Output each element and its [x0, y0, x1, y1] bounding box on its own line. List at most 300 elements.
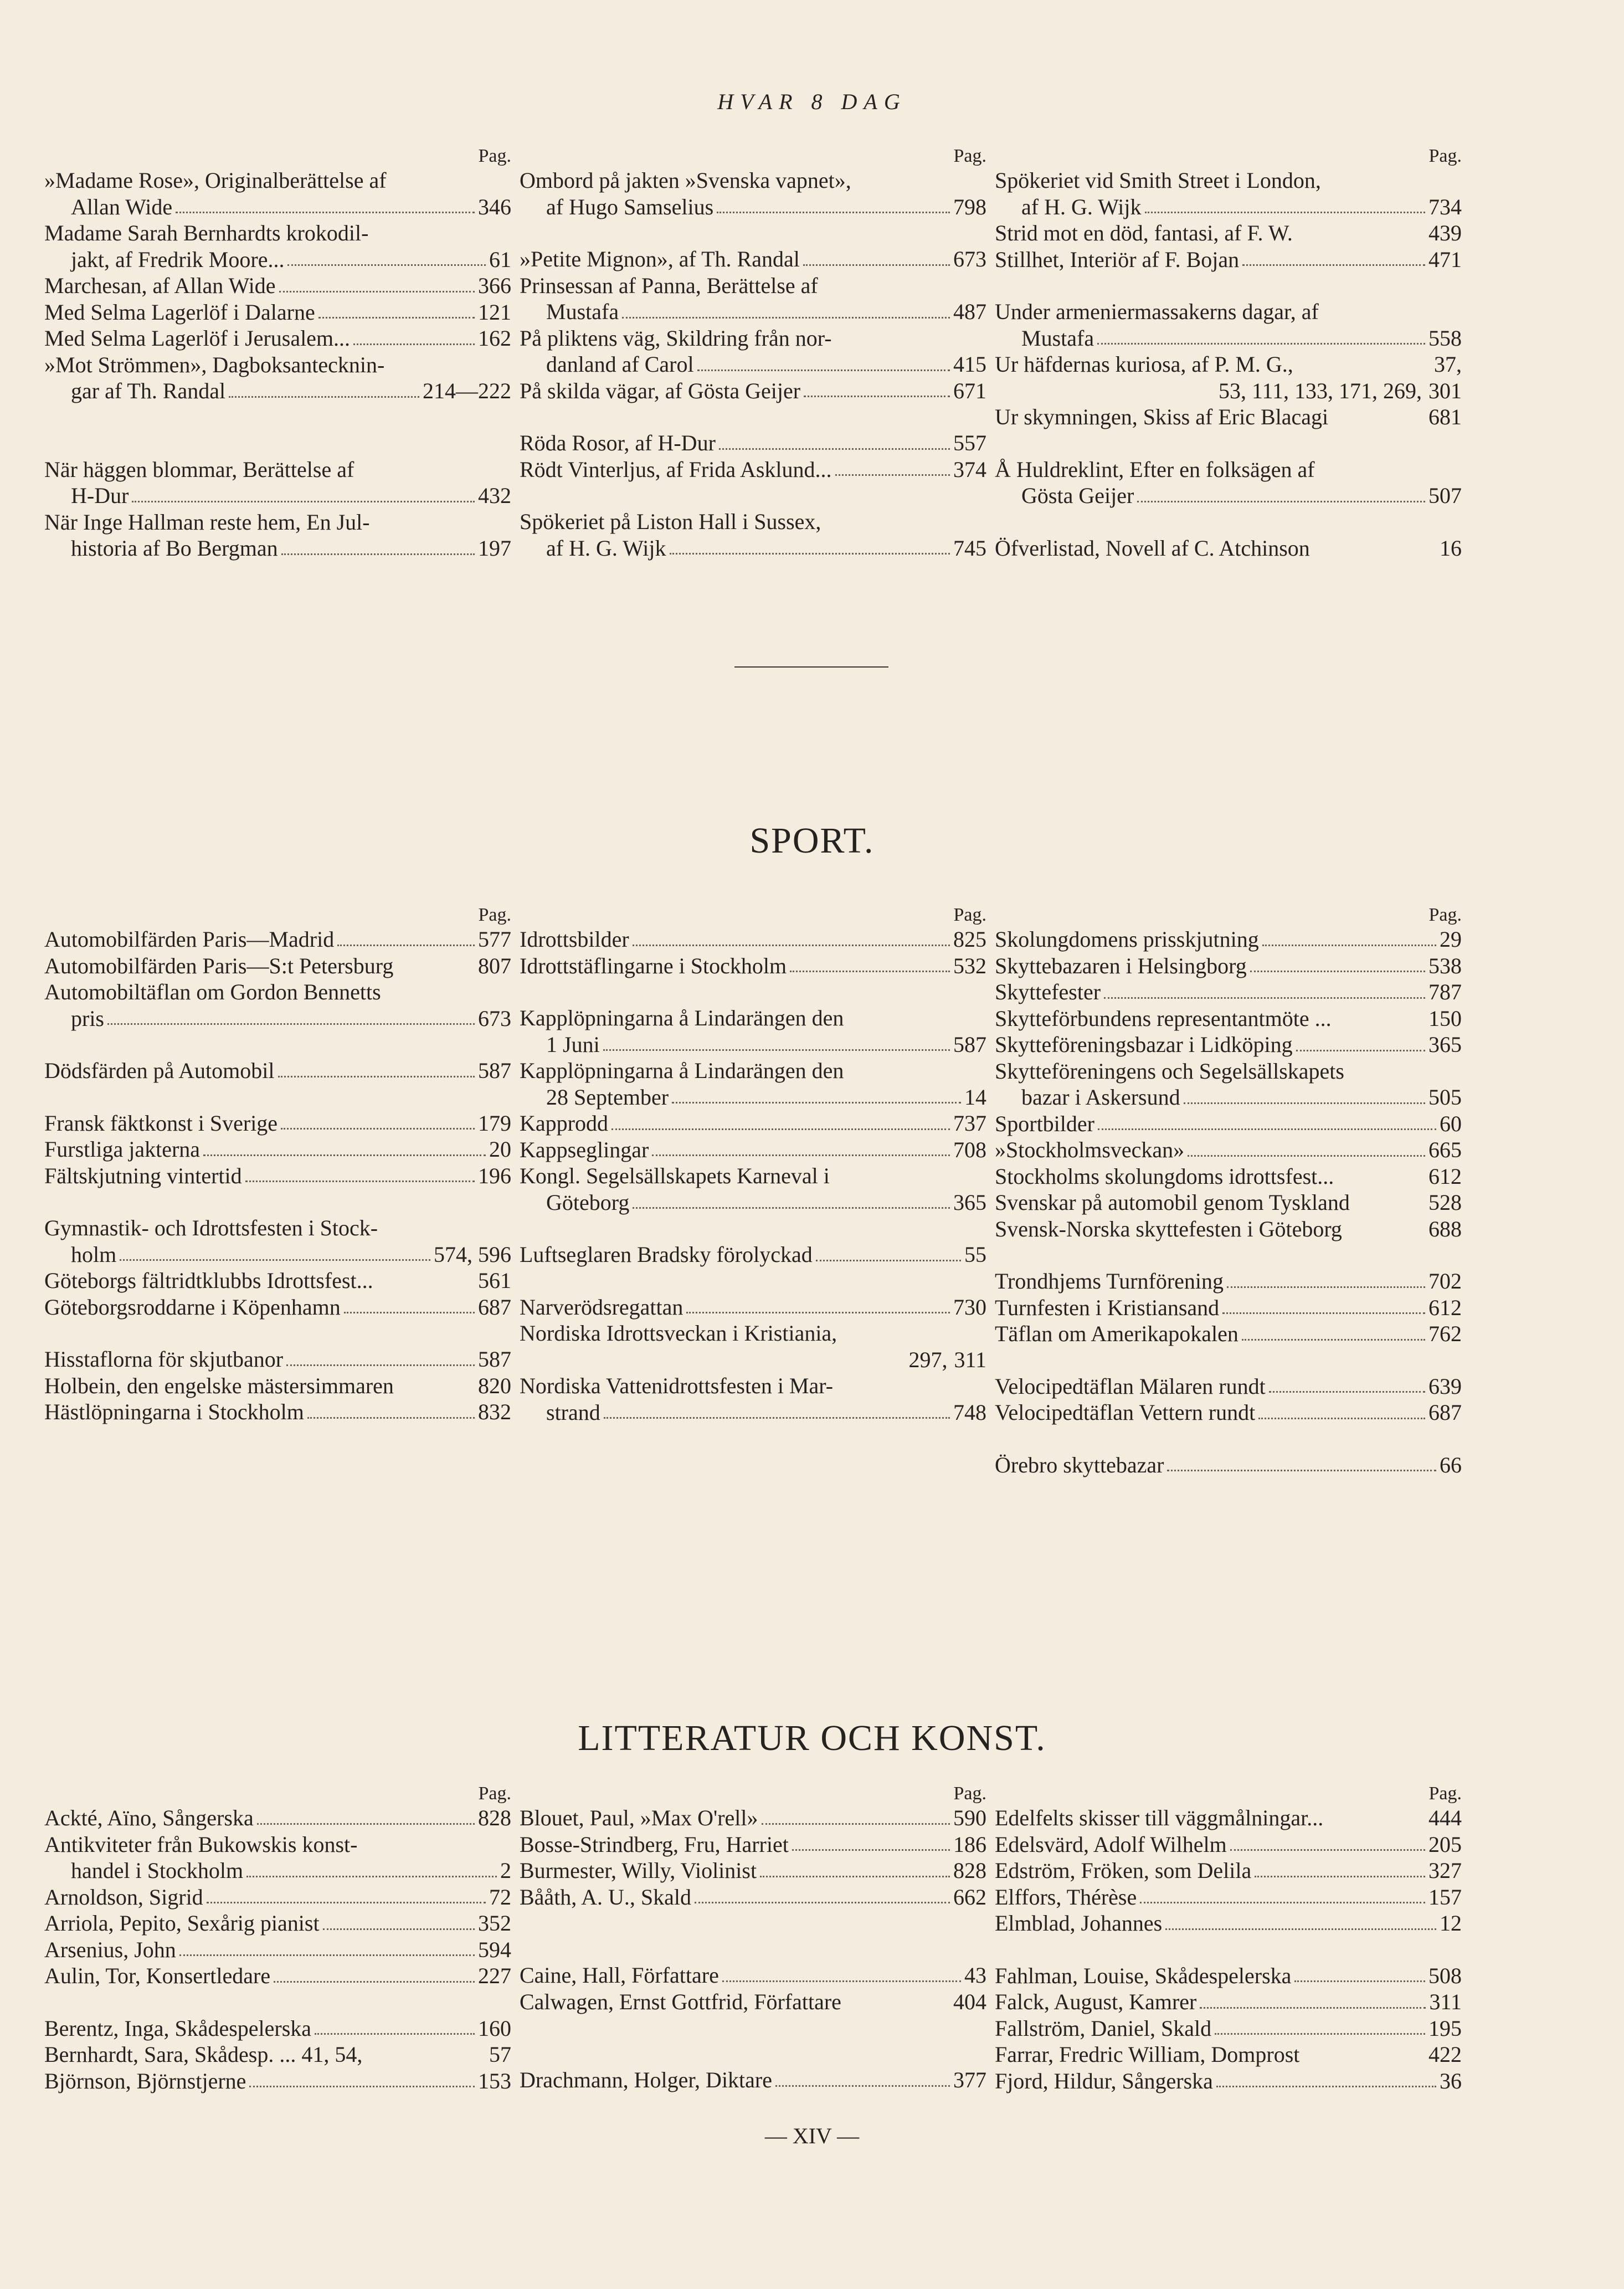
index-entry — [520, 351, 986, 378]
entry-page-number: 227 — [478, 1963, 511, 1988]
entry-page-number: 508 — [1428, 1963, 1462, 1988]
index-entry — [995, 1963, 1462, 1989]
dot-leader — [1167, 1470, 1436, 1471]
index-entry — [520, 456, 986, 483]
entry-title: Gösta Geijer — [1021, 483, 1134, 508]
index-entry — [520, 1347, 986, 1373]
entry-page-number: 507 — [1428, 483, 1462, 508]
index-entry — [520, 1110, 986, 1137]
entry-page-number: 37, — [1434, 352, 1462, 377]
entry-title: Svenskar på automobil genom Tyskland — [995, 1190, 1350, 1215]
entry-page-number: 162 — [478, 326, 511, 351]
entry-page-number: 471 — [1428, 247, 1462, 272]
entry-title: Strid mot en död, fantasi, af F. W. — [995, 220, 1293, 245]
index-entry — [995, 1989, 1462, 2015]
entry-title: När häggen blommar, Berättelse af — [44, 456, 354, 482]
index-entry — [995, 1058, 1462, 1085]
index-entry — [520, 194, 986, 220]
entry-title: Arnoldson, Sigrid — [44, 1884, 203, 1910]
dot-leader — [1184, 1102, 1425, 1104]
entry-page-number: 150 — [1428, 1005, 1462, 1031]
pag-label: Pag. — [478, 905, 511, 925]
entry-gap — [995, 1242, 1462, 1268]
entry-page-number: 20 — [489, 1137, 511, 1162]
entry-gap — [995, 1426, 1462, 1452]
index-column — [995, 145, 1462, 561]
entry-title: af H. G. Wijk — [1021, 194, 1142, 219]
entry-title: Blouet, Paul, »Max O'rell» — [520, 1805, 758, 1830]
index-entry — [44, 352, 511, 378]
entry-title: Elffors, Thérèse — [995, 1884, 1137, 1910]
entry-page-number: 12 — [1440, 1911, 1462, 1936]
index-entry — [995, 351, 1462, 378]
index-entry — [44, 167, 511, 194]
entry-page-number: 43 — [964, 1963, 986, 1988]
entry-title: Edelfelts skisser till väggmålningar... — [995, 1805, 1324, 1830]
entry-title: På skilda vägar, af Gösta Geijer — [520, 378, 801, 403]
entry-title: »Madame Rose», Originalberättelse af — [44, 168, 387, 193]
section-title-sport: SPORT. — [749, 820, 875, 861]
entry-title: Kapplöpningarna å Lindarängen den — [520, 1005, 844, 1030]
entry-page-number: 214—222 — [423, 378, 511, 403]
pag-label: Pag. — [1428, 146, 1462, 166]
index-entry — [520, 1373, 986, 1399]
entry-page-number: 612 — [1428, 1163, 1462, 1189]
index-entry — [995, 194, 1462, 220]
entry-page-number: 528 — [1428, 1190, 1462, 1215]
dot-leader — [344, 1312, 475, 1313]
page-number-footer: — XIV — — [764, 2123, 860, 2148]
entry-title: handel i Stockholm — [71, 1858, 244, 1883]
entry-title: Göteborgsroddarne i Köpenhamn — [44, 1294, 341, 1320]
entry-page-number: 577 — [478, 927, 511, 952]
section-title-litteratur: LITTERATUR OCH KONST. — [578, 1718, 1046, 1758]
entry-title: På pliktens väg, Skildring från nor- — [520, 325, 832, 351]
entry-gap — [44, 1989, 511, 2015]
dot-leader — [281, 553, 475, 555]
dot-leader — [722, 1980, 961, 1982]
dot-leader — [1222, 1312, 1425, 1314]
entry-page-number: 734 — [1428, 194, 1462, 219]
entry-page-number: 662 — [953, 1884, 986, 1910]
entry-page-number: 14 — [964, 1084, 986, 1110]
entry-page-number: 327 — [1428, 1858, 1462, 1883]
entry-title: Hästlöpningarna i Stockholm — [44, 1399, 304, 1424]
entry-title: Sportbilder — [995, 1111, 1094, 1136]
entry-page-number: 787 — [1428, 979, 1462, 1004]
index-entry — [520, 1989, 986, 2015]
index-entry — [520, 1241, 986, 1268]
dot-leader — [318, 317, 475, 319]
section-litteratur — [44, 1783, 1462, 2094]
index-entry — [520, 1031, 986, 1058]
entry-gap — [520, 1215, 986, 1241]
entry-title: »Petite Mignon», af Th. Randal — [520, 247, 800, 271]
dot-leader — [686, 1312, 950, 1313]
index-columns — [44, 904, 1462, 1478]
entry-page-number: 365 — [953, 1189, 986, 1215]
entry-page-number: 665 — [1428, 1137, 1462, 1162]
index-entry — [520, 1058, 986, 1084]
index-entry — [44, 1884, 511, 1911]
dot-leader — [229, 396, 419, 398]
dot-leader — [278, 1076, 475, 1077]
index-entry — [44, 483, 511, 509]
index-entry — [44, 378, 511, 404]
entry-title: Idrottsbilder — [520, 927, 629, 952]
index-entry — [995, 2041, 1462, 2068]
entry-page-number: 558 — [1428, 325, 1462, 351]
entry-title: Fältskjutning vintertid — [44, 1163, 242, 1188]
entry-page-number: 681 — [1428, 404, 1462, 429]
entry-title: Spökeriet vid Smith Street i London, — [995, 168, 1321, 193]
entry-page-number: 444 — [1428, 1805, 1462, 1830]
index-entry — [520, 325, 986, 352]
entry-title: Fjord, Hildur, Sångerska — [995, 2068, 1213, 2093]
section-top — [44, 145, 1462, 562]
section-sport — [44, 904, 1462, 1478]
index-entry — [44, 509, 511, 536]
index-entry — [995, 1910, 1462, 1937]
entry-title: Allan Wide — [71, 194, 173, 219]
entry-title: af H. G. Wijk — [546, 535, 666, 561]
entry-title: 53, 111, 133, 171, 269, — [1218, 378, 1422, 403]
dot-leader — [1296, 1050, 1425, 1051]
index-entry — [44, 1267, 511, 1294]
dot-leader — [622, 317, 950, 319]
entry-title: Björnson, Björnstjerne — [44, 2068, 246, 2093]
entry-title: Furstliga jakterna — [44, 1137, 201, 1162]
entry-title: Edström, Fröken, som Delila — [995, 1858, 1252, 1883]
entry-page-number: 57 — [489, 2042, 511, 2067]
index-entry — [44, 2015, 511, 2042]
entry-title: Fransk fäktkonst i Sverige — [44, 1110, 278, 1136]
entry-page-number: 197 — [478, 536, 511, 561]
dot-leader — [1200, 2007, 1426, 2009]
entry-page-number: 832 — [478, 1399, 511, 1424]
dot-leader — [353, 343, 475, 345]
index-entry — [520, 378, 986, 404]
dot-leader — [337, 945, 475, 946]
entry-title: Skytteföreningsbazar i Lidköping — [995, 1032, 1293, 1057]
index-entry — [520, 1189, 986, 1216]
index-entry — [995, 953, 1462, 979]
index-entry — [44, 1346, 511, 1373]
dot-leader — [1262, 945, 1436, 946]
entry-title: Ackté, Aïno, Sångerska — [44, 1805, 254, 1830]
dot-leader — [1227, 1286, 1425, 1288]
entry-page-number: 748 — [953, 1399, 986, 1425]
index-entry — [520, 246, 986, 273]
index-entry — [995, 167, 1462, 194]
pag-label: Pag. — [1428, 1783, 1462, 1804]
entry-title: Göteborg — [546, 1189, 630, 1215]
dot-leader — [1165, 1928, 1436, 1930]
dot-leader — [1269, 1391, 1425, 1393]
entry-title: Täflan om Amerikapokalen — [995, 1321, 1238, 1346]
entry-title: När Inge Hallman reste hem, En Jul- — [44, 509, 370, 535]
entry-page-number: 487 — [953, 299, 986, 324]
entry-page-number: 432 — [478, 483, 511, 508]
dot-leader — [179, 1954, 475, 1956]
dot-leader — [804, 396, 950, 397]
entry-title: Velocipedtäflan Vettern rundt — [995, 1400, 1256, 1425]
entry-title: holm — [71, 1241, 117, 1267]
index-entry — [995, 1111, 1462, 1137]
index-entry — [995, 1805, 1462, 1831]
index-entry — [44, 1110, 511, 1137]
entry-page-number: 36 — [1440, 2068, 1462, 2093]
index-entry — [44, 1215, 511, 1241]
dot-leader — [719, 448, 950, 450]
index-entry — [44, 247, 511, 273]
entry-page-number: 532 — [953, 953, 986, 978]
index-entry — [44, 456, 511, 483]
dot-leader — [203, 1154, 486, 1156]
dot-leader — [1258, 1418, 1425, 1419]
dot-leader — [1255, 1876, 1425, 1877]
index-entry — [44, 1399, 511, 1425]
index-entry — [44, 1294, 511, 1321]
dot-leader — [315, 2033, 475, 2035]
entry-page-number: 561 — [478, 1268, 511, 1293]
dot-leader — [672, 1102, 961, 1104]
entry-page-number: 346 — [478, 194, 511, 219]
entry-page-number: 538 — [1428, 953, 1462, 978]
dot-leader — [604, 1417, 950, 1419]
index-columns — [44, 1783, 1462, 2094]
entry-title: Arriola, Pepito, Sexårig pianist — [44, 1911, 320, 1936]
entry-title: Skyttefester — [995, 979, 1101, 1004]
entry-page-number: 574, 596 — [434, 1241, 511, 1267]
dot-leader — [249, 2086, 475, 2087]
entry-title: Rödt Vinterljus, af Frida Asklund... — [520, 456, 832, 482]
index-entry — [520, 1084, 986, 1111]
entry-title: historia af Bo Bergman — [71, 536, 278, 561]
dot-leader — [1216, 2086, 1436, 2087]
index-entry — [44, 1005, 511, 1032]
entry-title: Madame Sarah Bernhardts krokodil- — [44, 220, 369, 245]
entry-title: pris — [71, 1005, 104, 1031]
entry-title: Falck, August, Kamrer — [995, 1989, 1197, 2014]
index-entry — [995, 456, 1462, 483]
dot-leader — [1145, 212, 1425, 213]
entry-page-number: 66 — [1440, 1452, 1462, 1477]
entry-page-number: 352 — [478, 1911, 511, 1936]
entry-page-number: 377 — [953, 2067, 986, 2092]
entry-page-number: 587 — [478, 1347, 511, 1372]
entry-title: Idrottstäflingarne i Stockholm — [520, 953, 787, 978]
entry-title: Prinsessan af Panna, Berättelse af — [520, 273, 818, 298]
index-column — [995, 1783, 1462, 2094]
index-entry — [995, 1005, 1462, 1032]
entry-title: Skytteförbundens representantmöte ... — [995, 1005, 1332, 1031]
entry-page-number: 762 — [1428, 1321, 1462, 1346]
dot-leader — [323, 1928, 475, 1930]
entry-page-number: 311 — [954, 1347, 986, 1372]
dot-leader — [1097, 343, 1425, 345]
index-entry — [520, 1857, 986, 1884]
dot-leader — [695, 1902, 950, 1903]
entry-title: 28 September — [546, 1084, 669, 1110]
dot-leader — [107, 1023, 475, 1025]
entry-title: »Mot Strömmen», Dagboksantecknin- — [44, 352, 385, 377]
entry-page-number: 196 — [478, 1163, 511, 1188]
index-entry — [44, 273, 511, 299]
dot-leader — [1215, 2033, 1425, 2035]
index-entry — [520, 1137, 986, 1163]
index-entry — [995, 1295, 1462, 1321]
dot-leader — [1140, 1902, 1425, 1903]
entry-title: Caine, Hall, Författare — [520, 1963, 719, 1988]
entry-title: Arsenius, John — [44, 1937, 176, 1962]
pag-label: Pag. — [953, 146, 986, 166]
index-entry — [520, 299, 986, 325]
entry-page-number: 179 — [478, 1110, 511, 1136]
entry-page-number: 422 — [1428, 2042, 1462, 2067]
dot-leader — [760, 1876, 950, 1877]
dot-leader — [1098, 1128, 1436, 1130]
entry-page-number: 72 — [489, 1884, 511, 1910]
entry-page-number: 825 — [953, 927, 986, 952]
index-entry — [44, 1963, 511, 1989]
dot-leader — [132, 501, 475, 502]
dot-leader — [790, 971, 950, 972]
entry-page-number: 311 — [1429, 1989, 1462, 2014]
dot-leader — [245, 1181, 475, 1182]
index-entry — [44, 1373, 511, 1399]
index-entry — [44, 1910, 511, 1937]
entry-title: Ombord på jakten »Svenska vapnet», — [520, 168, 851, 193]
entry-title: Turnfesten i Kristiansand — [995, 1295, 1220, 1320]
entry-gap — [44, 1031, 511, 1058]
index-entry — [995, 1031, 1462, 1058]
entry-title: Öfverlistad, Novell af C. Atchinson — [995, 535, 1310, 561]
entry-title: Velocipedtäflan Mälaren rundt — [995, 1373, 1266, 1399]
index-entry — [520, 1962, 986, 1989]
entry-page-number: 121 — [478, 299, 511, 325]
entry-gap — [520, 2015, 986, 2067]
index-entry — [520, 509, 986, 535]
pag-label: Pag. — [478, 1783, 511, 1804]
index-column — [44, 145, 511, 562]
dot-leader — [611, 1128, 950, 1130]
entry-title: 1 Juni — [546, 1031, 600, 1057]
entry-title: »Stockholmsveckan» — [995, 1137, 1185, 1162]
entry-page-number: 29 — [1440, 927, 1462, 952]
entry-title: Automobiltäflan om Gordon Bennetts — [44, 979, 381, 1004]
entry-title: Bååth, A. U., Skald — [520, 1884, 691, 1910]
entry-title: jakt, af Fredrik Moore... — [71, 247, 285, 272]
index-entry — [44, 194, 511, 220]
index-entry — [520, 535, 986, 562]
entry-page-number: 798 — [953, 194, 986, 219]
entry-page-number: 366 — [478, 273, 511, 298]
entry-title: Nordiska Idrottsveckan i Kristiania, — [520, 1321, 837, 1346]
index-entry — [995, 1268, 1462, 1295]
index-entry — [44, 979, 511, 1005]
entry-title: Bosse-Strindberg, Fru, Harriet — [520, 1831, 789, 1857]
entry-title: Edelsvärd, Adolf Wilhelm — [995, 1831, 1227, 1857]
entry-title: Marchesan, af Allan Wide — [44, 273, 276, 298]
entry-page-number: 205 — [1428, 1831, 1462, 1857]
index-entry — [44, 1136, 511, 1163]
index-entry — [44, 926, 511, 953]
pag-label: Pag. — [953, 905, 986, 925]
entry-title: Holbein, den engelske mästersimmaren — [44, 1373, 394, 1398]
entry-page-number: 590 — [953, 1805, 986, 1830]
index-entry — [44, 1241, 511, 1268]
entry-title: Ur häfdernas kuriosa, af P. M. G., — [995, 352, 1293, 377]
entry-page-number: 55 — [964, 1242, 986, 1267]
entry-page-number: 587 — [478, 1058, 511, 1083]
entry-page-number: 160 — [478, 2015, 511, 2041]
index-entry — [44, 1163, 511, 1189]
index-entry — [995, 1857, 1462, 1884]
entry-page-number: 439 — [1428, 220, 1462, 245]
entry-title: Spökeriet på Liston Hall i Sussex, — [520, 509, 821, 534]
index-entry — [44, 325, 511, 352]
pag-label: Pag. — [478, 146, 511, 166]
entry-title: Skolungdomens prisskjutning — [995, 927, 1259, 952]
entry-gap — [995, 273, 1462, 299]
index-entry — [520, 167, 986, 194]
entry-title: Skyttebazaren i Helsingborg — [995, 953, 1247, 978]
dot-leader — [652, 1154, 950, 1156]
index-entry — [520, 1163, 986, 1189]
entry-title: Svensk-Norska skyttefesten i Göteborg — [995, 1216, 1342, 1241]
entry-page-number: 807 — [478, 953, 511, 978]
index-entry — [995, 1189, 1462, 1216]
entry-title: Kongl. Segelsällskapets Karneval i — [520, 1163, 830, 1188]
entry-gap — [44, 1189, 511, 1215]
entry-title: Röda Rosor, af H-Dur — [520, 430, 716, 455]
dot-leader — [1230, 1849, 1425, 1851]
entry-page-number: 557 — [953, 430, 986, 455]
entry-title: Antikviteter från Bukowskis konst- — [44, 1831, 358, 1857]
dot-leader — [287, 264, 486, 266]
index-column — [44, 1783, 511, 2094]
index-entry — [995, 378, 1462, 404]
index-entry — [995, 1163, 1462, 1190]
entry-title: Å Huldreklint, Efter en folksägen af — [995, 456, 1315, 482]
dot-leader — [1104, 997, 1425, 999]
dot-leader — [603, 1049, 950, 1051]
dot-leader — [1137, 501, 1425, 502]
dot-leader — [286, 1364, 475, 1366]
index-entry — [995, 1321, 1462, 1347]
entry-title: Skytteföreningens och Segelsällskapets — [995, 1058, 1344, 1084]
dot-leader — [279, 291, 475, 292]
entry-gap — [995, 1347, 1462, 1373]
dot-leader — [176, 212, 475, 213]
index-entry — [995, 220, 1462, 247]
entry-title: Aulin, Tor, Konsertledare — [44, 1963, 271, 1988]
entry-gap — [520, 1268, 986, 1294]
entry-page-number: 828 — [478, 1805, 511, 1830]
index-column — [995, 904, 1462, 1478]
dot-leader — [792, 1849, 950, 1851]
index-entry — [520, 1320, 986, 1347]
entry-title: Trondhjems Turnförening — [995, 1269, 1224, 1294]
entry-title: Mustafa — [546, 299, 619, 324]
entry-title: danland af Carol — [546, 352, 694, 377]
index-entry — [44, 1857, 511, 1884]
index-entry — [520, 1831, 986, 1858]
entry-gap — [520, 979, 986, 1005]
entry-title: bazar i Askersund — [1021, 1085, 1180, 1110]
entry-page-number: 374 — [953, 456, 986, 482]
